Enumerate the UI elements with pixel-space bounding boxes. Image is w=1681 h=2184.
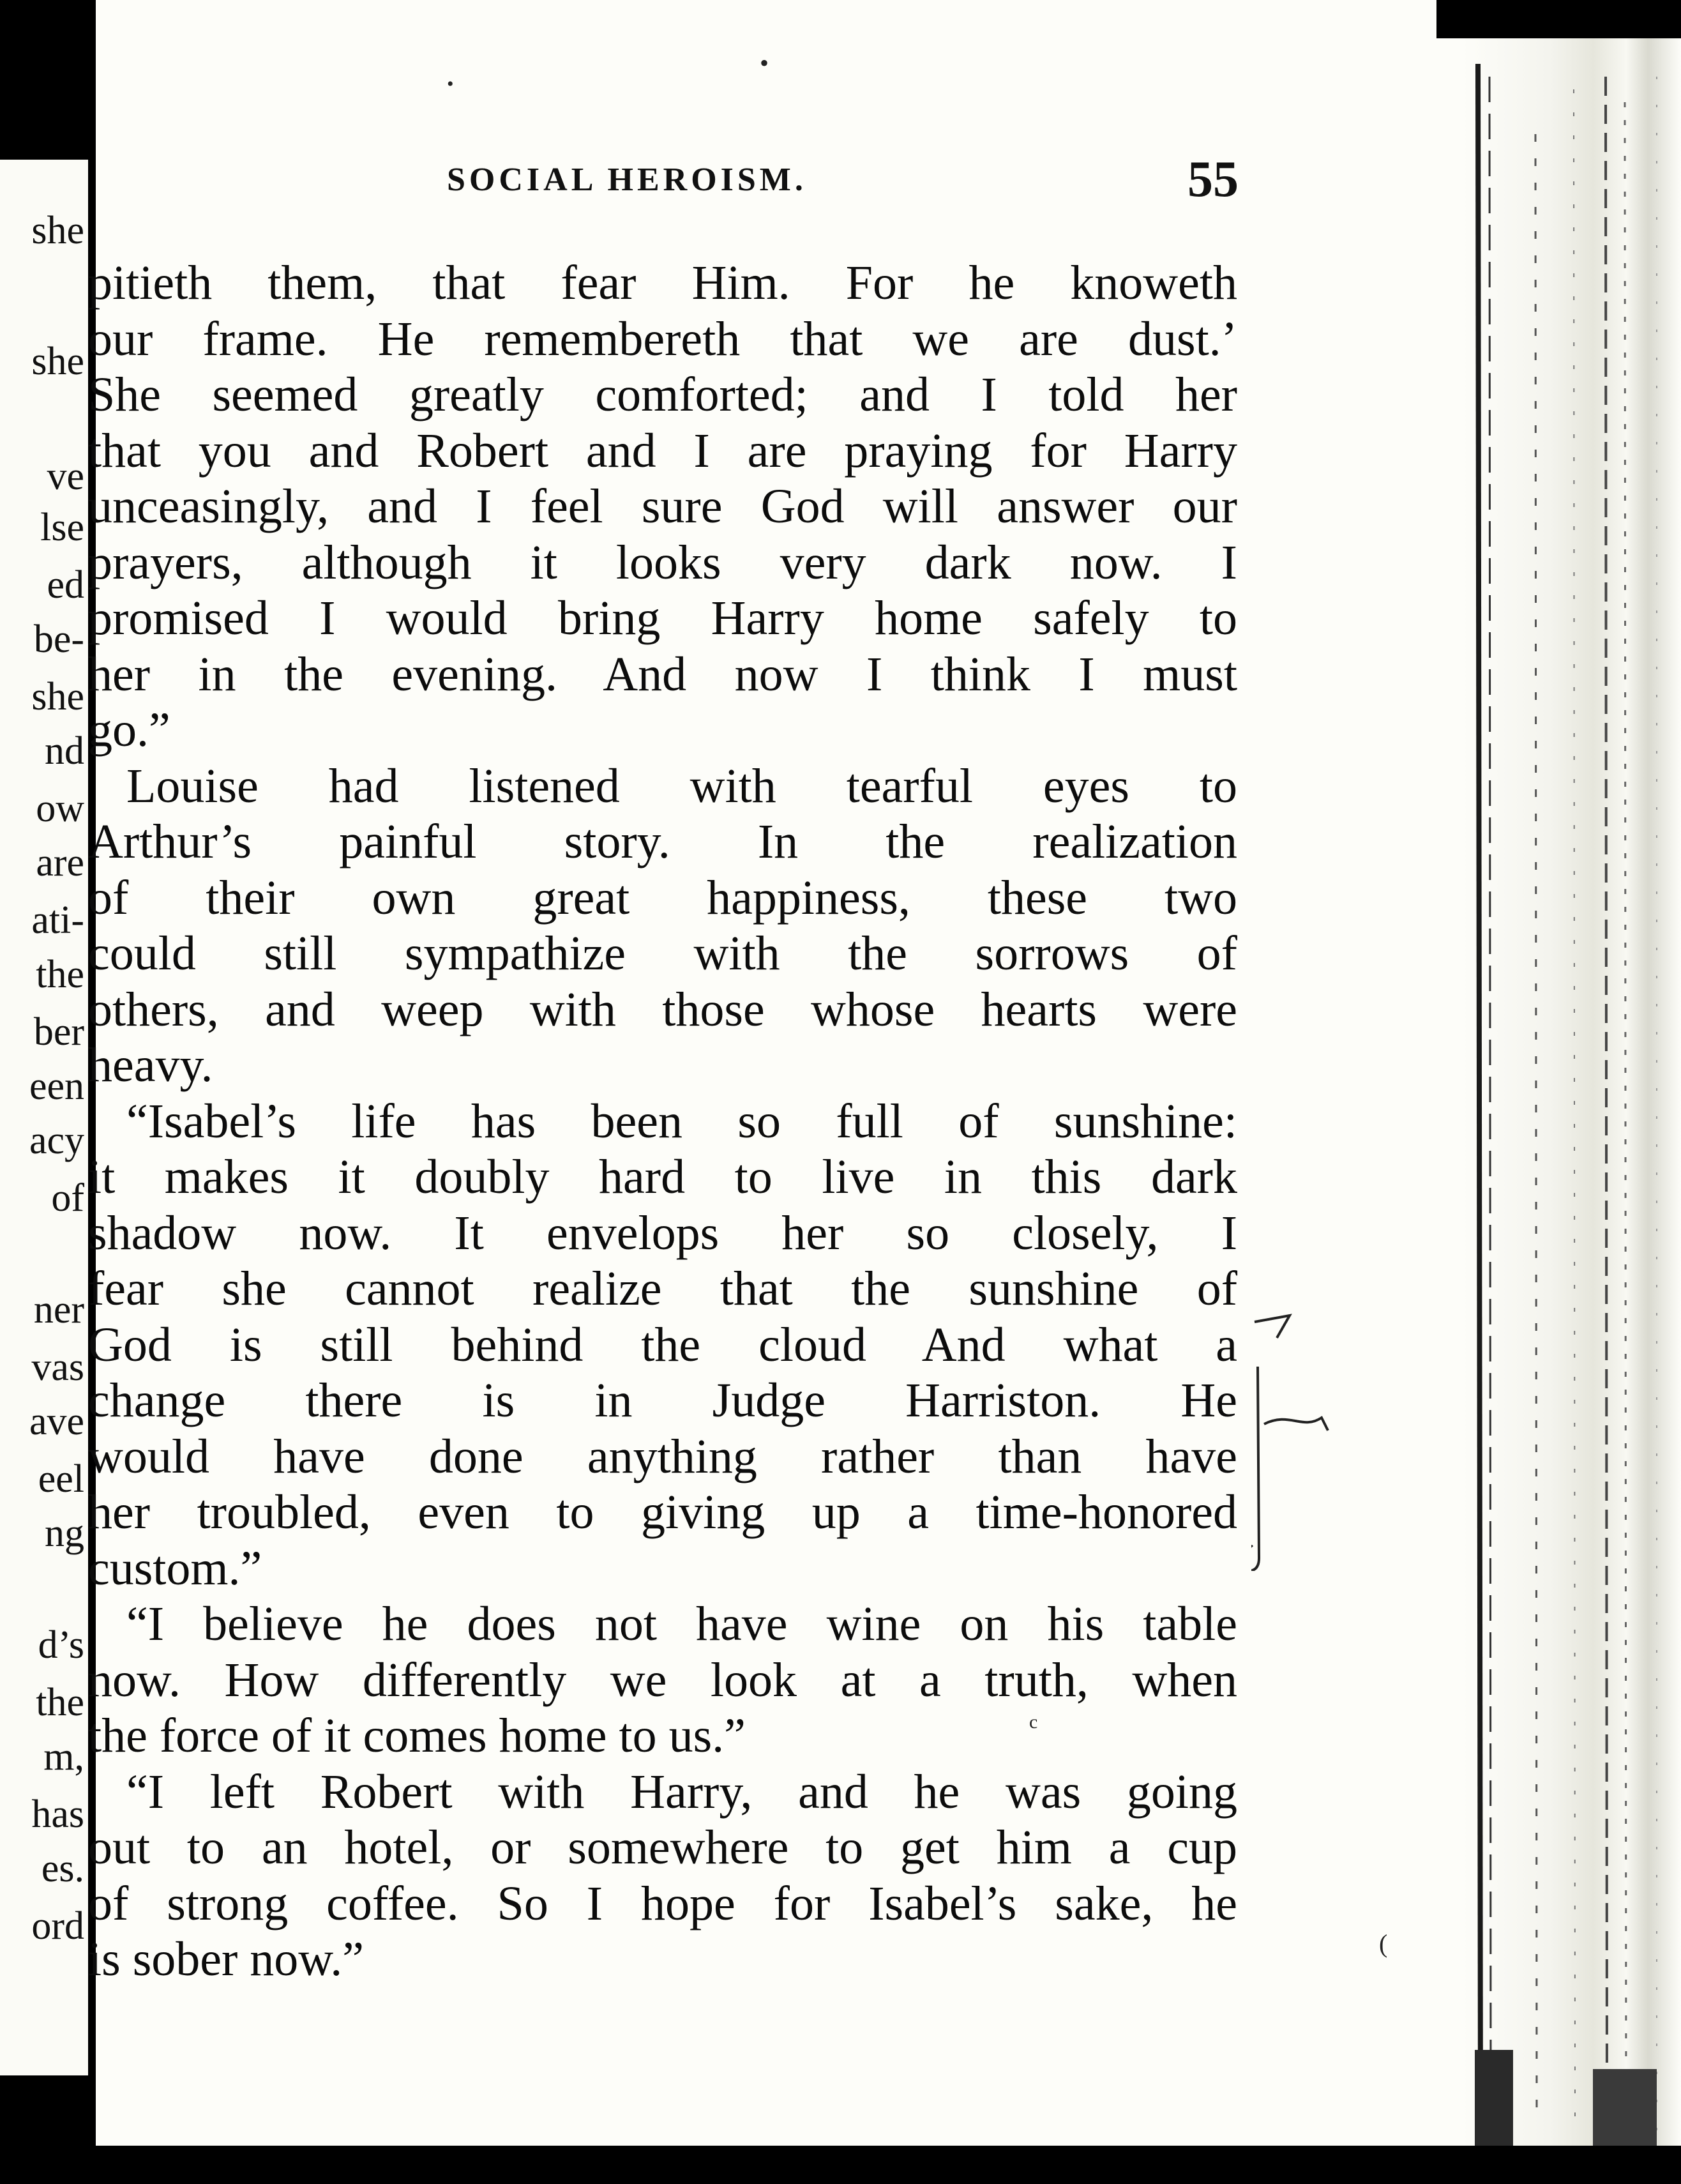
text-line: change there is in Judge Harriston. He bbox=[88, 1374, 1237, 1427]
facing-fragment: es. bbox=[41, 1847, 84, 1890]
facing-fragment: the bbox=[36, 1681, 84, 1724]
facing-fragment: the bbox=[36, 953, 84, 996]
scan-border-bottom bbox=[0, 2146, 1681, 2184]
text-line: of strong coffee. So I hope for Isabel’s sake, he bbox=[88, 1876, 1237, 1930]
scan-border-top bbox=[1436, 0, 1681, 38]
facing-fragment: ng bbox=[45, 1512, 84, 1555]
text-line: heavy. bbox=[88, 1038, 213, 1092]
text-line: “I believe he does not have wine on his table bbox=[126, 1597, 1237, 1651]
text-line: her in the evening. And now I think I must bbox=[88, 647, 1237, 701]
text-line: could still sympathize with the sorrows of bbox=[88, 927, 1237, 980]
text-line: pitieth them, that fear Him. For he knoweth bbox=[88, 256, 1237, 310]
text-line: that you and Robert and I are praying for Harry bbox=[88, 423, 1237, 478]
text-line: now. How differently we look at a truth, when bbox=[88, 1653, 1237, 1707]
text-line: promised I would bring Harry home safely to bbox=[88, 591, 1237, 645]
text-line: Louise had listened with tearful eyes to bbox=[126, 759, 1237, 813]
facing-page-edge bbox=[0, 160, 88, 2075]
text-line: custom.” bbox=[88, 1541, 262, 1595]
text-line: fear she cannot realize that the sunshine of bbox=[88, 1262, 1237, 1316]
text-line: God is still behind the cloud And what a bbox=[88, 1317, 1237, 1372]
pencil-bracket-mark bbox=[1251, 1303, 1379, 1571]
text-line: She seemed greatly comforted; and I told her bbox=[88, 368, 1237, 421]
text-line: unceasingly, and I feel sure God will answer our bbox=[88, 480, 1237, 533]
facing-fragment: nd bbox=[45, 729, 84, 773]
text-line: go.” bbox=[88, 703, 170, 757]
text-line: the force of it comes home to us.” bbox=[88, 1709, 746, 1763]
running-head bbox=[447, 151, 1239, 218]
facing-fragment: of bbox=[51, 1176, 84, 1220]
text-line: of their own great happiness, these two bbox=[88, 870, 1237, 925]
ink-speck: • bbox=[447, 73, 454, 95]
facing-fragment: een bbox=[29, 1065, 84, 1108]
facing-fragment: ord bbox=[31, 1904, 84, 1948]
text-line: out to an hotel, or somewhere to get him a cup bbox=[88, 1821, 1237, 1874]
facing-fragment: ed bbox=[47, 563, 84, 607]
text-line: “I left Robert with Harry, and he was going bbox=[126, 1764, 1237, 1819]
page-edge-texture bbox=[1465, 38, 1676, 2146]
facing-fragment: has bbox=[31, 1793, 84, 1836]
text-line: our frame. He remembereth that we are dust.’ bbox=[88, 312, 1237, 366]
text-line: Arthur’s painful story. In the realization bbox=[88, 815, 1237, 868]
facing-fragment: ow bbox=[36, 787, 84, 830]
facing-fragment: lse bbox=[40, 506, 84, 549]
text-line: is sober now.” bbox=[88, 1932, 364, 1986]
facing-fragment: eel bbox=[38, 1457, 84, 1501]
page-number: 55 bbox=[1187, 151, 1239, 208]
facing-fragment: ave bbox=[29, 1400, 84, 1443]
facing-fragment: acy bbox=[29, 1119, 84, 1162]
text-line: shadow now. It envelops her so closely, I bbox=[88, 1206, 1237, 1260]
facing-fragment: are bbox=[36, 841, 84, 884]
body-text bbox=[88, 255, 1237, 1988]
text-line: her troubled, even to giving up a time-honored bbox=[88, 1485, 1237, 1539]
facing-fragment: vas bbox=[31, 1346, 84, 1389]
ink-speck: • bbox=[760, 49, 769, 77]
facing-fragment: ve bbox=[47, 455, 84, 498]
facing-fragment: ber bbox=[33, 1010, 84, 1054]
pencil-mark: ( bbox=[1379, 1929, 1388, 1958]
facing-fragment: she bbox=[31, 340, 84, 383]
facing-fragment: ner bbox=[33, 1288, 84, 1331]
text-line: “Isabel’s life has been so full of sunshine: bbox=[126, 1094, 1237, 1148]
text-line: would have done anything rather than have bbox=[88, 1429, 1237, 1483]
facing-fragment: m, bbox=[43, 1735, 84, 1778]
text-line: it makes it doubly hard to live in this dark bbox=[88, 1150, 1237, 1204]
ink-speck: c bbox=[1029, 1711, 1038, 1733]
text-line: prayers, although it looks very dark now. I bbox=[88, 535, 1237, 589]
facing-fragment: ati- bbox=[31, 899, 84, 942]
facing-fragment: she bbox=[31, 675, 84, 718]
running-title: SOCIAL HEROISM. bbox=[447, 162, 807, 198]
facing-fragment: d’s bbox=[38, 1623, 84, 1667]
facing-fragment: be- bbox=[33, 618, 84, 661]
facing-fragment: she bbox=[31, 209, 84, 252]
text-line: others, and weep with those whose hearts were bbox=[88, 982, 1237, 1036]
